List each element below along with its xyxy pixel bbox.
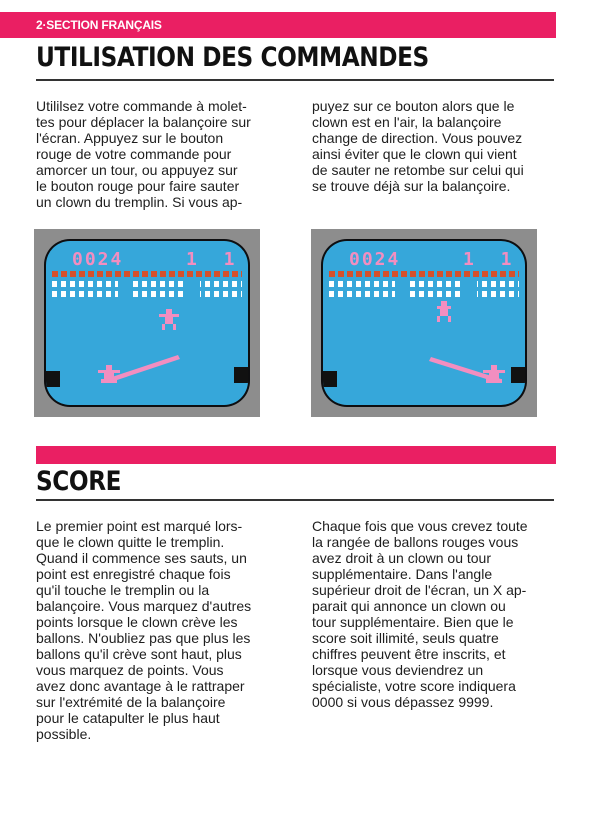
playfield	[46, 241, 248, 405]
clown-sprite	[437, 301, 451, 322]
clown-on-seesaw-sprite	[98, 365, 120, 383]
heading-rule	[36, 79, 554, 81]
game-screenshot-1	[34, 229, 260, 417]
tv-screen	[321, 239, 527, 407]
game-sprites	[323, 241, 525, 405]
game-sprites	[46, 241, 248, 405]
clown-sprite	[159, 309, 179, 330]
controls-text-right: puyez sur ce bouton alors que le clown est en l'air, la balançoire change de direction. Vous pouvez ainsi éviter que le clown qui vient de sauter ne retombe sur celui qui se trouve déjà sur la balançoire.	[312, 98, 524, 194]
heading-controls: UTILISATION DES COMMANDES	[36, 42, 429, 73]
playfield	[323, 241, 525, 405]
lives-display: 1 1	[186, 249, 243, 270]
heading-rule	[36, 499, 554, 501]
section-divider-bar	[36, 446, 556, 464]
clown-on-seesaw-sprite	[483, 365, 505, 383]
lives-display: 1 1	[463, 249, 520, 270]
score-text-right: Chaque fois que vous crevez toute la rangée de ballons rouges vous avez droit à un clown ou tour supplémentaire. Dans l'angle supérieur droit de l'écran, un X ap- parait qui annonce un clown ou tour supplémentaire. Bien que le score soit illimité, seuls quatre chiffres peuvent être inscrits, et lorsque vous deviendrez un spécialiste, votre score indiquera 0000 si vous dépassez 9999.	[312, 518, 528, 710]
section-label: 2·SECTION FRANÇAIS	[36, 18, 162, 32]
controls-text-left: Utililsez votre commande à molet- tes pour déplacer la balançoire sur l'écran. Appuyez sur le bouton rouge de votre commande pour amorcer un tour, ou appuyez sur le bouton rouge pour faire sauter un clown du tremplin. Si vous ap-	[36, 98, 251, 210]
score-text-left: Le premier point est marqué lors- que le clown quitte le tremplin. Quand il commence ses sauts, un point est enregistré chaque fois qu'il touche le tremplin ou la balançoire. Vous marquez d'autres points lorsque le clown crève les ballons. N'oubliez pas que plus les ballons qu'il crève sont haut, plus vous marquez de points. Vous avez donc avantage à le rattraper sur l'extrémité de la balançoire pour le catapulter le plus haut possible.	[36, 518, 252, 742]
tv-screen	[44, 239, 250, 407]
game-screenshot-2	[311, 229, 537, 417]
seesaw-sprite	[106, 355, 180, 383]
score-display: 0024	[349, 249, 401, 270]
section-header-bar	[0, 12, 556, 38]
score-display: 0024	[72, 249, 124, 270]
heading-score: SCORE	[36, 466, 122, 497]
